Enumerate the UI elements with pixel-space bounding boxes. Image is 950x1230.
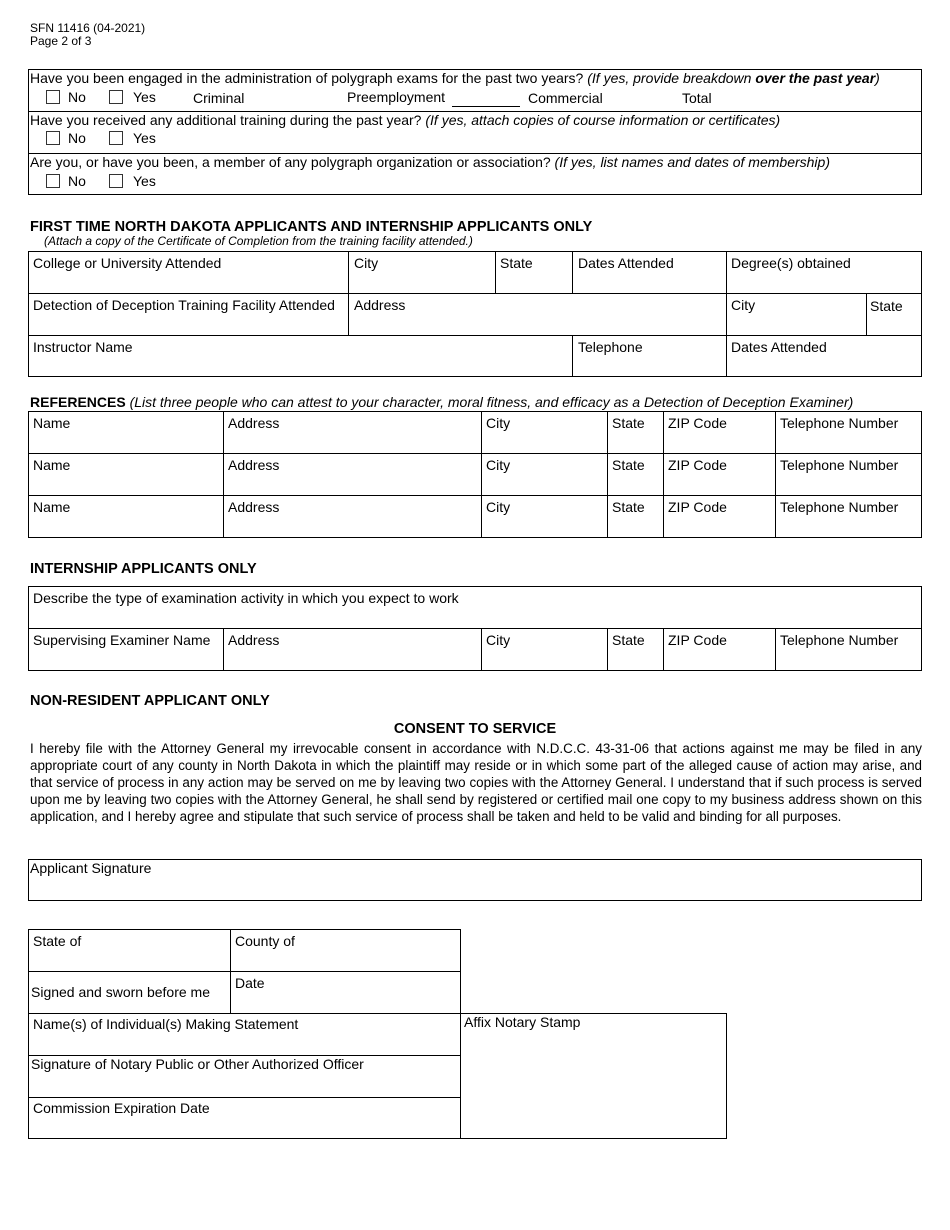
question-additional-training: Have you received any additional training during the past year? (If yes, attach copies of course information or certificates) — [30, 112, 781, 128]
q2-yes-label: Yes — [133, 130, 156, 146]
supervising-examiner-field[interactable]: Supervising Examiner Name — [33, 632, 211, 648]
divider — [726, 251, 727, 377]
q2-no-label: No — [68, 130, 86, 146]
consent-title: CONSENT TO SERVICE — [393, 721, 557, 737]
ref3-telephone-field[interactable]: Telephone Number — [780, 499, 899, 515]
divider — [348, 251, 349, 335]
facility-address-field[interactable]: Address — [354, 297, 406, 313]
divider — [28, 495, 922, 496]
ref3-zip-field[interactable]: ZIP Code — [668, 499, 727, 515]
commission-expiration-field[interactable]: Commission Expiration Date — [33, 1100, 210, 1116]
question-polygraph-membership: Are you, or have you been, a member of any polygraph organization or association? (If yes, list names and dates of membership) — [30, 154, 830, 170]
ref2-city-field[interactable]: City — [486, 457, 511, 473]
divider — [607, 628, 608, 671]
ref1-state-field[interactable]: State — [612, 415, 645, 431]
divider — [607, 411, 608, 538]
q1-no-label: No — [68, 89, 86, 105]
divider — [572, 335, 573, 377]
divider — [28, 335, 922, 336]
q3-no-checkbox[interactable] — [46, 174, 60, 188]
date-field[interactable]: Date — [235, 975, 265, 991]
ref3-name-field[interactable]: Name — [33, 499, 71, 515]
breakdown-criminal-label: Criminal — [193, 90, 245, 106]
supervisor-telephone-field[interactable]: Telephone Number — [780, 632, 899, 648]
q2-no-checkbox[interactable] — [46, 131, 60, 145]
ref1-telephone-field[interactable]: Telephone Number — [780, 415, 899, 431]
ref2-zip-field[interactable]: ZIP Code — [668, 457, 727, 473]
q1-yes-checkbox[interactable] — [109, 90, 123, 104]
notary-stamp-area[interactable] — [460, 1013, 727, 1139]
divider — [28, 628, 922, 629]
ref3-address-field[interactable]: Address — [228, 499, 280, 515]
college-city-field[interactable]: City — [354, 255, 379, 271]
q3-yes-checkbox[interactable] — [109, 174, 123, 188]
degrees-field[interactable]: Degree(s) obtained — [731, 255, 851, 271]
references-heading: REFERENCES (List three people who can attest to your character, moral fitness, and efficacy as a Detection of Deception Examiner) — [30, 394, 854, 410]
divider — [28, 453, 922, 454]
notary-signature-field[interactable]: Signature of Notary Public or Other Authorized Officer — [31, 1056, 364, 1072]
divider — [28, 293, 922, 294]
instructor-telephone-field[interactable]: Telephone — [578, 339, 643, 355]
supervisor-zip-field[interactable]: ZIP Code — [668, 632, 727, 648]
divider — [775, 628, 776, 671]
divider — [663, 411, 664, 538]
divider — [572, 251, 573, 293]
ref2-state-field[interactable]: State — [612, 457, 645, 473]
divider — [663, 628, 664, 671]
instructor-dates-field[interactable]: Dates Attended — [731, 339, 827, 355]
breakdown-commercial-label: Commercial — [528, 90, 603, 106]
instructor-name-field[interactable]: Instructor Name — [33, 339, 133, 355]
notary-stamp-label: Affix Notary Stamp — [464, 1014, 581, 1030]
facility-city-field[interactable]: City — [731, 297, 756, 313]
examination-activity-field[interactable]: Describe the type of examination activity in which you expect to work — [33, 590, 459, 606]
divider — [481, 628, 482, 671]
college-dates-field[interactable]: Dates Attended — [578, 255, 674, 271]
ref3-city-field[interactable]: City — [486, 499, 511, 515]
training-facility-field[interactable]: Detection of Deception Training Facility Attended — [33, 297, 335, 313]
facility-state-field[interactable]: State — [870, 298, 903, 314]
q3-yes-label: Yes — [133, 173, 156, 189]
form-id: SFN 11416 (04-2021) — [30, 21, 146, 35]
divider — [495, 251, 496, 293]
page-number: Page 2 of 3 — [30, 34, 92, 48]
applicant-signature-field[interactable] — [28, 859, 922, 901]
divider — [230, 929, 231, 1013]
college-attended-field[interactable]: College or University Attended — [33, 255, 222, 271]
divider — [775, 411, 776, 538]
questions-box — [28, 69, 922, 195]
ref2-name-field[interactable]: Name — [33, 457, 71, 473]
divider — [223, 628, 224, 671]
preemployment-fill-line[interactable] — [452, 106, 520, 107]
ref1-zip-field[interactable]: ZIP Code — [668, 415, 727, 431]
supervisor-address-field[interactable]: Address — [228, 632, 280, 648]
q1-yes-label: Yes — [133, 89, 156, 105]
breakdown-total-label: Total — [682, 90, 712, 106]
supervisor-state-field[interactable]: State — [612, 632, 645, 648]
college-state-field[interactable]: State — [500, 255, 533, 271]
divider — [223, 411, 224, 538]
supervisor-city-field[interactable]: City — [486, 632, 511, 648]
individuals-names-field[interactable]: Name(s) of Individual(s) Making Statement — [33, 1016, 299, 1032]
divider — [481, 411, 482, 538]
ref1-address-field[interactable]: Address — [228, 415, 280, 431]
ref3-state-field[interactable]: State — [612, 499, 645, 515]
divider — [866, 293, 867, 335]
signed-sworn-label: Signed and sworn before me — [31, 984, 210, 1000]
ref1-city-field[interactable]: City — [486, 415, 511, 431]
divider — [28, 1097, 461, 1098]
applicant-signature-label: Applicant Signature — [30, 860, 152, 876]
question-polygraph-exams: Have you been engaged in the administration of polygraph exams for the past two years? (If yes, provide breakdown over the past year) — [30, 70, 880, 86]
county-of-field[interactable]: County of — [235, 933, 295, 949]
q1-no-checkbox[interactable] — [46, 90, 60, 104]
state-of-field[interactable]: State of — [33, 933, 82, 949]
consent-text: I hereby file with the Attorney General my irrevocable consent in accordance with N.D.C.C. 43-31-06 that actions against me may be filed in any appropriate court of any county in North Dakota in which the plaintiff may reside or in which some part of the alleged cause of action may arise, and that service of process in any action may be served on me by leaving two copies with the Attorney General. I understand that if such process is served upon me by leaving two copies with the Attorney General, he shall send by registered or certified mail one copy to my business address shown on this application, and I hereby agree and stipulate that such service of process shall be taken and held to be valid and binding for all purposes. — [30, 741, 922, 824]
first-time-note: (Attach a copy of the Certificate of Completion from the training facility attended.) — [44, 234, 473, 248]
q2-yes-checkbox[interactable] — [109, 131, 123, 145]
divider — [28, 971, 461, 972]
breakdown-preemployment-label: Preemployment — [347, 89, 446, 105]
internship-title: INTERNSHIP APPLICANTS ONLY — [30, 561, 257, 577]
q3-no-label: No — [68, 173, 86, 189]
ref2-address-field[interactable]: Address — [228, 457, 280, 473]
first-time-title: FIRST TIME NORTH DAKOTA APPLICANTS AND INTERNSHIP APPLICANTS ONLY — [30, 219, 593, 235]
ref1-name-field[interactable]: Name — [33, 415, 71, 431]
nonresident-title: NON-RESIDENT APPLICANT ONLY — [30, 693, 270, 709]
ref2-telephone-field[interactable]: Telephone Number — [780, 457, 899, 473]
